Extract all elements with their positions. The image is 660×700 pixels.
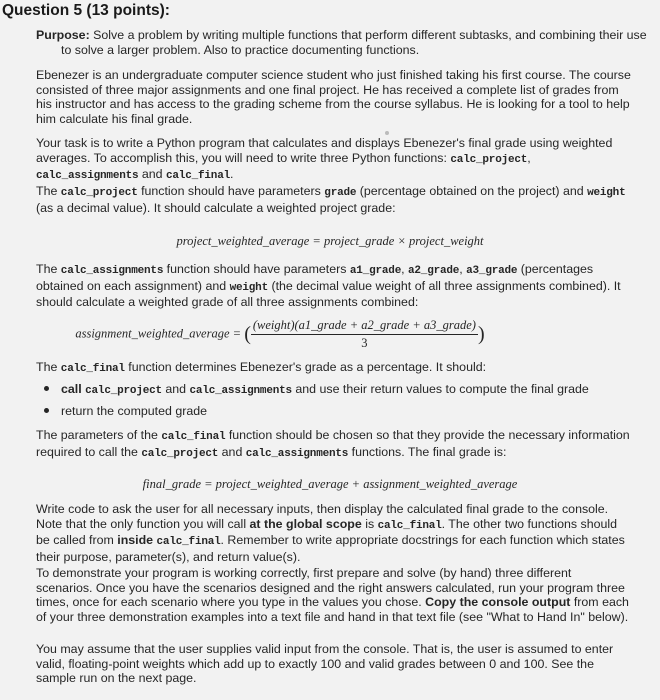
code-calc-project: calc_project bbox=[60, 187, 138, 199]
task-paragraph bbox=[36, 136, 631, 184]
fraction-numerator: (weight)(a1_grade + a2_grade + a3_grade) bbox=[251, 318, 478, 335]
right-paren: ) bbox=[477, 323, 485, 345]
bullet-item bbox=[44, 404, 207, 419]
project-equation: project_weighted_average = project_grade × project_weight bbox=[176, 234, 484, 248]
code-a3-grade: a3_grade bbox=[466, 265, 518, 277]
code-calc-project: calc_project bbox=[450, 153, 528, 166]
code-weight: weight bbox=[587, 187, 626, 199]
demo-text: from each of your three demonstration examples into a text file and hand in that text file (see "What to Hand In" below). bbox=[36, 595, 629, 624]
decorative-dot bbox=[385, 131, 389, 135]
code-a1-grade: a1_grade bbox=[349, 265, 402, 277]
intro-paragraph: Ebenezer is an undergraduate computer science student who just finished taking his first course. The course consisted of three major assignments and one final project. He has received a complete list of grades from his instructor and has access to the grading scheme from the course syllabus. He is looking for a tool to help him calculate his final grade. bbox=[36, 68, 631, 126]
assign-text: The bbox=[36, 262, 61, 276]
bullet-dot bbox=[44, 408, 49, 413]
demo-paragraph bbox=[36, 566, 631, 624]
project-text: function should have parameters bbox=[137, 184, 325, 198]
params-text: function should be chosen so that they provide the necessary information required to call the bbox=[36, 428, 630, 459]
bullet-text: call bbox=[61, 382, 82, 396]
code-paragraph bbox=[36, 502, 631, 564]
code-calc-project: calc_project bbox=[85, 385, 162, 397]
demo-bold: Copy the console output bbox=[425, 595, 571, 610]
task-text: , bbox=[527, 150, 531, 165]
params-text: functions. The final grade is: bbox=[348, 444, 507, 459]
code-calc-final: calc_final bbox=[377, 519, 442, 532]
project-text: The bbox=[36, 184, 61, 198]
params-paragraph bbox=[36, 428, 631, 461]
bullet-text: and bbox=[161, 382, 190, 396]
assign-text: (the decimal value weight of all three assignments combined). It should calculate a weighted grade of all three assignments combined: bbox=[36, 278, 621, 310]
assignment-equation-lhs: assignment_weighted_average = bbox=[75, 326, 245, 341]
code-para-text: is bbox=[361, 516, 378, 531]
left-paren: ( bbox=[244, 323, 251, 345]
code-calc-final: calc_final bbox=[161, 431, 226, 443]
bullet-text: return the computed grade bbox=[61, 404, 208, 418]
code-para-text: . The other two functions should be called from bbox=[36, 516, 618, 548]
final-paragraph bbox=[36, 360, 631, 377]
assign-text: (percentages obtained on each assignment) and bbox=[36, 262, 594, 293]
code-calc-assignments: calc_assignments bbox=[245, 447, 349, 460]
project-text: (percentage obtained on the project) and bbox=[356, 184, 588, 198]
purpose-label: Purpose: bbox=[36, 28, 90, 42]
params-text: The parameters of the bbox=[36, 428, 162, 442]
code-para-bold: inside bbox=[117, 533, 154, 548]
project-text: (as a decimal value). It should calculate a weighted project grade: bbox=[36, 200, 396, 215]
assume-paragraph: You may assume that the user supplies valid input from the console. That is, the user is assumed to enter valid, floating-point weights which add up to exactly 100 and valid grades between 0 and 100. See the sample run on the next page. bbox=[36, 642, 614, 686]
bullet-text: and use their return values to compute the final grade bbox=[291, 382, 589, 396]
code-para-bold: at the global scope bbox=[249, 516, 362, 531]
final-equation: final_grade = project_weighted_average + assignment_weighted_average bbox=[142, 477, 518, 491]
purpose-text: Solve a problem by writing multiple functions that perform different subtasks, and combining their use to solve a larger problem. Also to practice documenting functions. bbox=[61, 28, 647, 57]
task-text: . bbox=[230, 167, 234, 182]
code-calc-assignments: calc_assignments bbox=[36, 170, 139, 183]
assignments-paragraph bbox=[36, 262, 631, 310]
task-text: Your task is to write a Python program that calculates and displays Ebenezer's final grade using weighted averages. To accomplish this, you will need to write three Python functions: bbox=[36, 136, 613, 165]
project-paragraph bbox=[36, 184, 631, 215]
assign-text: , bbox=[401, 262, 408, 276]
assign-text: , bbox=[459, 262, 467, 276]
code-a2-grade: a2_grade bbox=[408, 265, 460, 277]
assignment-fraction bbox=[251, 318, 478, 351]
demo-text: To demonstrate your program is working correctly, first prepare and solve (by hand) three different scenarios. Once you have the scenarios designed and the right answers calculated, run your program three times, once for each scenario where you type in the values you chose. bbox=[36, 566, 625, 610]
code-grade: grade bbox=[324, 187, 357, 199]
question-title: Question 5 (13 points): bbox=[2, 2, 170, 19]
code-calc-final: calc_final bbox=[165, 170, 230, 183]
final-text: function determines Ebenezer's grade as a percentage. It should: bbox=[124, 360, 487, 374]
purpose-paragraph bbox=[36, 28, 656, 57]
bullet-item bbox=[44, 382, 589, 399]
code-para-text: Write code to ask the user for all necessary inputs, then display the calculated final grade to the console. Note that the only function you will call bbox=[36, 502, 609, 531]
params-text: and bbox=[218, 444, 246, 459]
code-calc-assignments: calc_assignments bbox=[189, 385, 292, 397]
bullet-dot bbox=[44, 386, 49, 391]
code-weight: weight bbox=[229, 281, 268, 294]
assignment-equation bbox=[0, 318, 610, 351]
task-text: and bbox=[138, 167, 166, 182]
code-calc-final: calc_final bbox=[156, 536, 221, 549]
assign-text: function should have parameters bbox=[163, 262, 350, 276]
fraction-denominator: 3 bbox=[361, 336, 368, 350]
code-para-text: . Remember to write appropriate docstrings for each function which states their purpose, parameter(s), and return value(s). bbox=[36, 533, 625, 564]
code-calc-assignments: calc_assignments bbox=[60, 265, 164, 277]
code-calc-final: calc_final bbox=[60, 363, 125, 375]
code-calc-project: calc_project bbox=[141, 447, 219, 460]
final-text: The bbox=[36, 360, 61, 374]
